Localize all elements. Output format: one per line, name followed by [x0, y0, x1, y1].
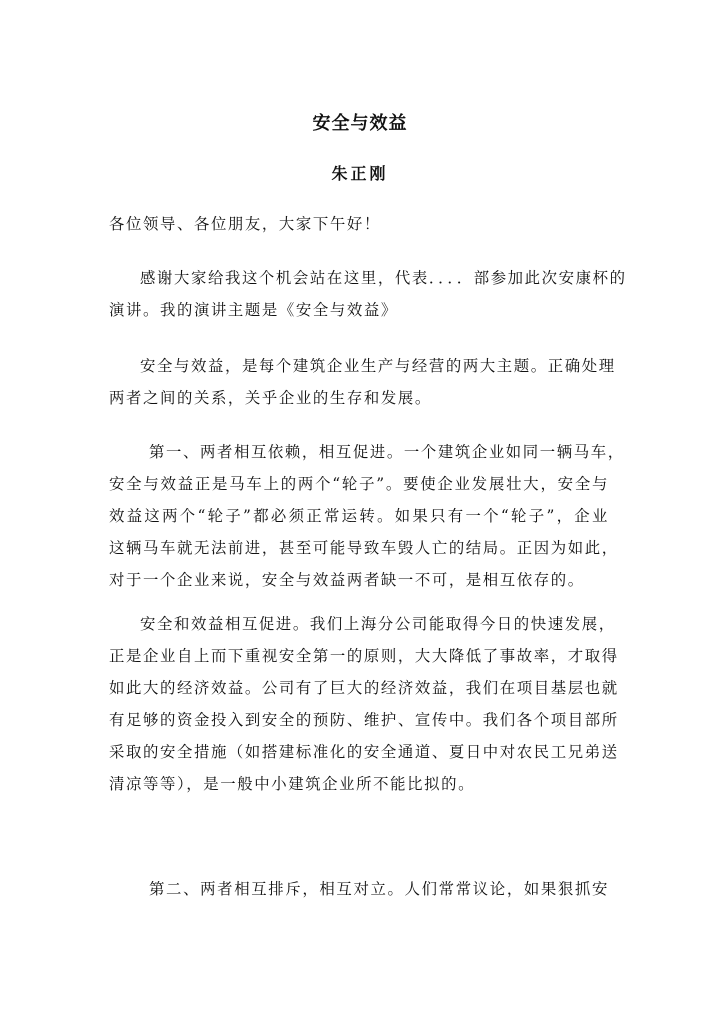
paragraph-line: 感谢大家给我这个机会站在这里，代表．．．．部参加此次安康杯的 [140, 269, 627, 287]
paragraph-line: 安全和效益相互促进。我们上海分公司能取得今日的快速发展， [140, 615, 616, 633]
paragraph-line: 两者之间的关系，关乎企业的生存和发展。 [109, 389, 432, 407]
paragraph-line: 效益这两个“轮子”都必须正常运转。如果只有一个“轮子”，企业 [109, 507, 609, 525]
paragraph-line: 第二、两者相互排斥，相互对立。人们常常议论，如果狠抓安 [149, 880, 609, 898]
paragraph-greeting [109, 208, 609, 240]
paragraph-line: 清凉等等），是一般中小建筑企业所不能比拟的。 [109, 775, 476, 793]
paragraph-line: 采取的安全措施（如搭建标准化的安全通道、夏日中对农民工兄弟送 [109, 743, 619, 761]
paragraph-line: 这辆马车就无法前进，甚至可能导致车毁人亡的结局。正因为如此， [109, 539, 619, 557]
paragraph-mutual-promotion [109, 608, 619, 800]
paragraph-line: 如此大的经济效益。公司有了巨大的经济效益，我们在项目基层也就 [109, 679, 619, 697]
paragraph-line: 演讲。我的演讲主题是《安全与效益》 [109, 301, 398, 319]
paragraph-thanks [109, 262, 627, 326]
paragraph-line: 安全与效益正是马车上的两个“轮子”。要使企业发展壮大，安全与 [109, 475, 609, 493]
paragraph-point-one [109, 436, 625, 596]
document-title: 安全与效益 [312, 113, 408, 134]
paragraph-line: 有足够的资金投入到安全的预防、维护、宣传中。我们各个项目部所 [109, 711, 619, 729]
paragraph-line: 正是企业自上而下重视安全第一的原则，大大降低了事故率，才取得 [109, 647, 619, 665]
paragraph-point-two [109, 873, 609, 905]
paragraph-line: 对于一个企业来说，安全与效益两者缺一不可，是相互依存的。 [109, 571, 585, 589]
document-author: 朱正刚 [331, 164, 389, 183]
paragraph-line: 各位领导、各位朋友，大家下午好！ [109, 215, 381, 233]
paragraph-line: 第一、两者相互依赖，相互促进。一个建筑企业如同一辆马车， [149, 443, 625, 461]
paragraph-line: 安全与效益，是每个建筑企业生产与经营的两大主题。正确处理 [140, 357, 616, 375]
paragraph-intro [109, 350, 616, 414]
